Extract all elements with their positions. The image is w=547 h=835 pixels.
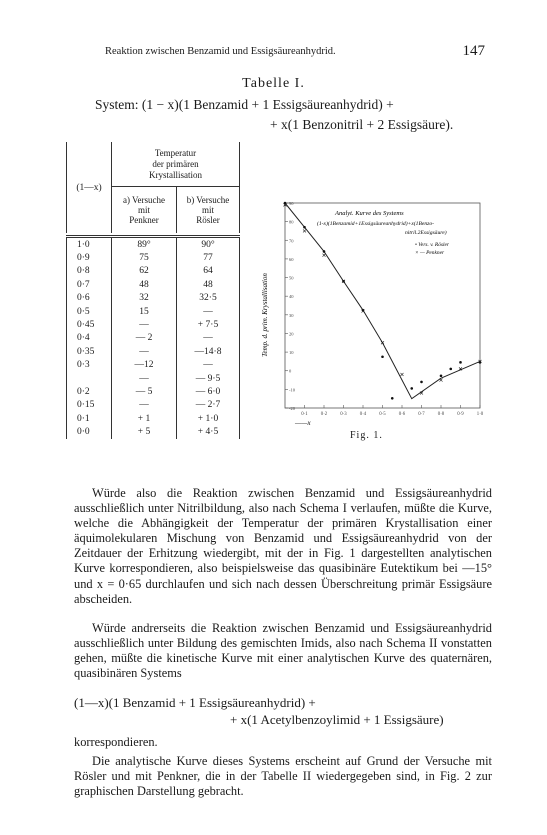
cell-x: 0·7 [67,278,112,291]
cell-penkner: 62 [112,265,177,278]
table-row [67,292,240,305]
legend-item-roesler: • Vers. v. Rösler [415,242,449,248]
y-tick-label: 10 [289,350,294,356]
point-roesler [410,387,413,390]
cell-x: 0·15 [67,399,112,412]
x-tick-label: 1·0 [476,412,484,417]
x-tick-label: 0·1 [301,412,308,417]
point-penkner [401,373,404,376]
table-row [67,237,240,252]
cell-penkner: 15 [112,305,177,318]
cell-penkner: 75 [112,251,177,264]
paragraph-continuation: korrespondieren. [74,735,158,749]
page-number: 147 [462,43,485,59]
data-table [66,142,240,439]
table-row [67,399,240,412]
cell-roesler: 32·5 [177,292,240,305]
table-row [67,412,240,425]
chart-xlabel: ——x [295,419,311,425]
table-row [67,318,240,331]
table-row [67,305,240,318]
point-roesler [420,381,423,384]
cell-x: 0·3 [67,359,112,372]
cell-roesler: + 4·5 [177,425,240,438]
cell-roesler: — [177,332,240,345]
cell-roesler: 77 [177,251,240,264]
x-tick-label: 0·4 [359,412,367,417]
cell-penkner: — [112,345,177,358]
paragraph-2: Würde andrerseits die Reaktion zwischen Benzamid und Essigsäureanhydrid ausschließlich unter Bildung des gemischten Imids, also nach Schema II vonstatten gehen, müßte die kinetische Kurve mit einer analytischen Kurve des quaternären, quasibinären Systems [74,621,492,681]
cell-roesler: — [177,305,240,318]
cell-x [67,372,112,385]
table-row [67,385,240,398]
cell-roesler: + 1·0 [177,412,240,425]
point-penkner [303,229,306,232]
table-row [67,332,240,345]
cell-penkner: — [112,318,177,331]
table-row [67,265,240,278]
legend-formula-2: nitril.2Essigsäure) [405,230,447,236]
cell-penkner: + 1 [112,412,177,425]
table-body [67,237,240,439]
cell-x: 0·9 [67,251,112,264]
point-roesler [440,374,443,377]
running-title: Reaktion zwischen Benzamid und Essigsäureanhydrid. [105,46,336,57]
cell-x: 0·35 [67,345,112,358]
cell-penkner: —12 [112,359,177,372]
y-tick-label: 40 [289,294,294,300]
col-a-header: a) Versuche mit Penkner [112,187,177,234]
chart-ylabel: Temp. d. prim. Krystallisation [261,273,269,357]
paragraph-1: Würde also die Reaktion zwischen Benzamid und Essigsäureanhydrid ausschließlich unter Nitrilbildung, also nach Schema I verlaufen, müßte die Kurve, welche die Abhängigkeit der Temperatur der primären Krystallisation einer äquimolekularen Mischung von Benzamid und Essigsäureanhydrid von der Zeitdauer der Erhitzung wiedergibt, mit der in Fig. 1 dargestellten analytischen Kurve korrespondieren, also beispielsweise das quasibinäre Eutektikum bei —15° und x = 0·65 durchlaufen und sich nach dessen Überschreitung primär Essigsäure abscheiden. [74,486,492,606]
cell-x: 0·8 [67,265,112,278]
formula-line-1: (1—x)(1 Benzamid + 1 Essigsäureanhydrid) + [74,695,316,710]
system-line-1: System: (1 − x)(1 Benzamid + 1 Essigsäureanhydrid) + [95,97,394,112]
y-tick-label: 20 [289,331,294,337]
legend-title: Analyt. Kurve des Systems [335,210,404,217]
point-roesler [459,361,462,364]
cell-x: 1·0 [67,237,112,252]
cell-penkner: + 5 [112,425,177,438]
cell-penkner: — 5 [112,385,177,398]
cell-roesler: 48 [177,278,240,291]
x-tick-label: 0·9 [457,412,464,417]
cell-roesler: — 6·0 [177,385,240,398]
cell-x: 0·0 [67,425,112,438]
point-roesler [303,226,306,229]
x-tick-label: 0·5 [379,412,386,417]
cell-roesler: 90° [177,237,240,252]
cell-roesler: — 2·7 [177,399,240,412]
cell-penkner: 32 [112,292,177,305]
plot-frame [285,203,480,408]
cell-roesler: —14·8 [177,345,240,358]
cell-x: 0·6 [67,292,112,305]
y-tick-label: 80 [289,219,294,225]
point-roesler [449,368,452,371]
y-tick-label: 50 [289,275,294,281]
x-tick-label: 0·3 [340,412,347,417]
col-b-header: b) Versuche mit Rösler [177,187,240,234]
table-title: Tabelle I. [242,76,305,91]
cell-roesler: + 7·5 [177,318,240,331]
col-x-header: (1—x) [67,142,112,233]
table-row [67,278,240,291]
cell-penkner: — 2 [112,332,177,345]
x-tick-label: 0·8 [437,412,445,417]
cell-roesler: 64 [177,265,240,278]
cell-roesler: — 9·5 [177,372,240,385]
cell-x: 0·5 [67,305,112,318]
x-tick-label: 0·6 [398,412,406,417]
formula-line-2: + x(1 Acetylbenzoylimid + 1 Essigsäure) [230,712,444,727]
y-tick-label: -20 [289,406,295,411]
y-tick-label: 60 [289,256,294,262]
x-tick-label: 0·7 [418,412,425,417]
cell-roesler: — [177,359,240,372]
y-tick-label: 70 [289,238,294,244]
cell-x: 0·45 [67,318,112,331]
group-header: Temperatur der primären Krystallisation [112,142,240,187]
table-row [67,359,240,372]
cell-penkner: — [112,399,177,412]
cell-penkner: — [112,372,177,385]
cell-x: 0·4 [67,332,112,345]
running-header [105,43,485,59]
point-roesler [391,397,394,400]
point-roesler [381,355,384,358]
cell-penkner: 48 [112,278,177,291]
cell-penkner: 89° [112,237,177,252]
cell-x: 0·2 [67,385,112,398]
y-tick-label: 30 [289,312,294,318]
table-row [67,251,240,264]
table-row [67,372,240,385]
point-penkner [323,254,326,257]
legend-formula-1: (1-x)(1Benzamid+1Essigsäureanhydrid)+x(1Benzo- [317,221,435,227]
legend-item-penkner: × — Penkner [415,250,445,256]
point-roesler [323,250,326,253]
x-tick-label: 0·2 [320,412,328,417]
table-row [67,345,240,358]
y-tick-label: -10 [289,387,295,393]
data-points [284,202,482,400]
paragraph-3: Die analytische Kurve dieses Systems erscheint auf Grund der Versuche mit Rösler und mit Penkner, die in der Tabelle II wiedergegeben sind, in Fig. 2 zur graphischen Darstellung gebracht. [74,754,492,799]
cell-x: 0·1 [67,412,112,425]
figure-1-chart [255,195,490,425]
axis-ticks [285,201,484,417]
system-line-2: + x(1 Benzonitril + 2 Essigsäure). [270,117,454,132]
y-tick-label: 90 [289,201,294,206]
point-penkner [440,379,443,382]
y-tick-label: 0 [289,368,292,374]
table-row [67,425,240,438]
figure-caption: Fig. 1. [350,430,383,441]
